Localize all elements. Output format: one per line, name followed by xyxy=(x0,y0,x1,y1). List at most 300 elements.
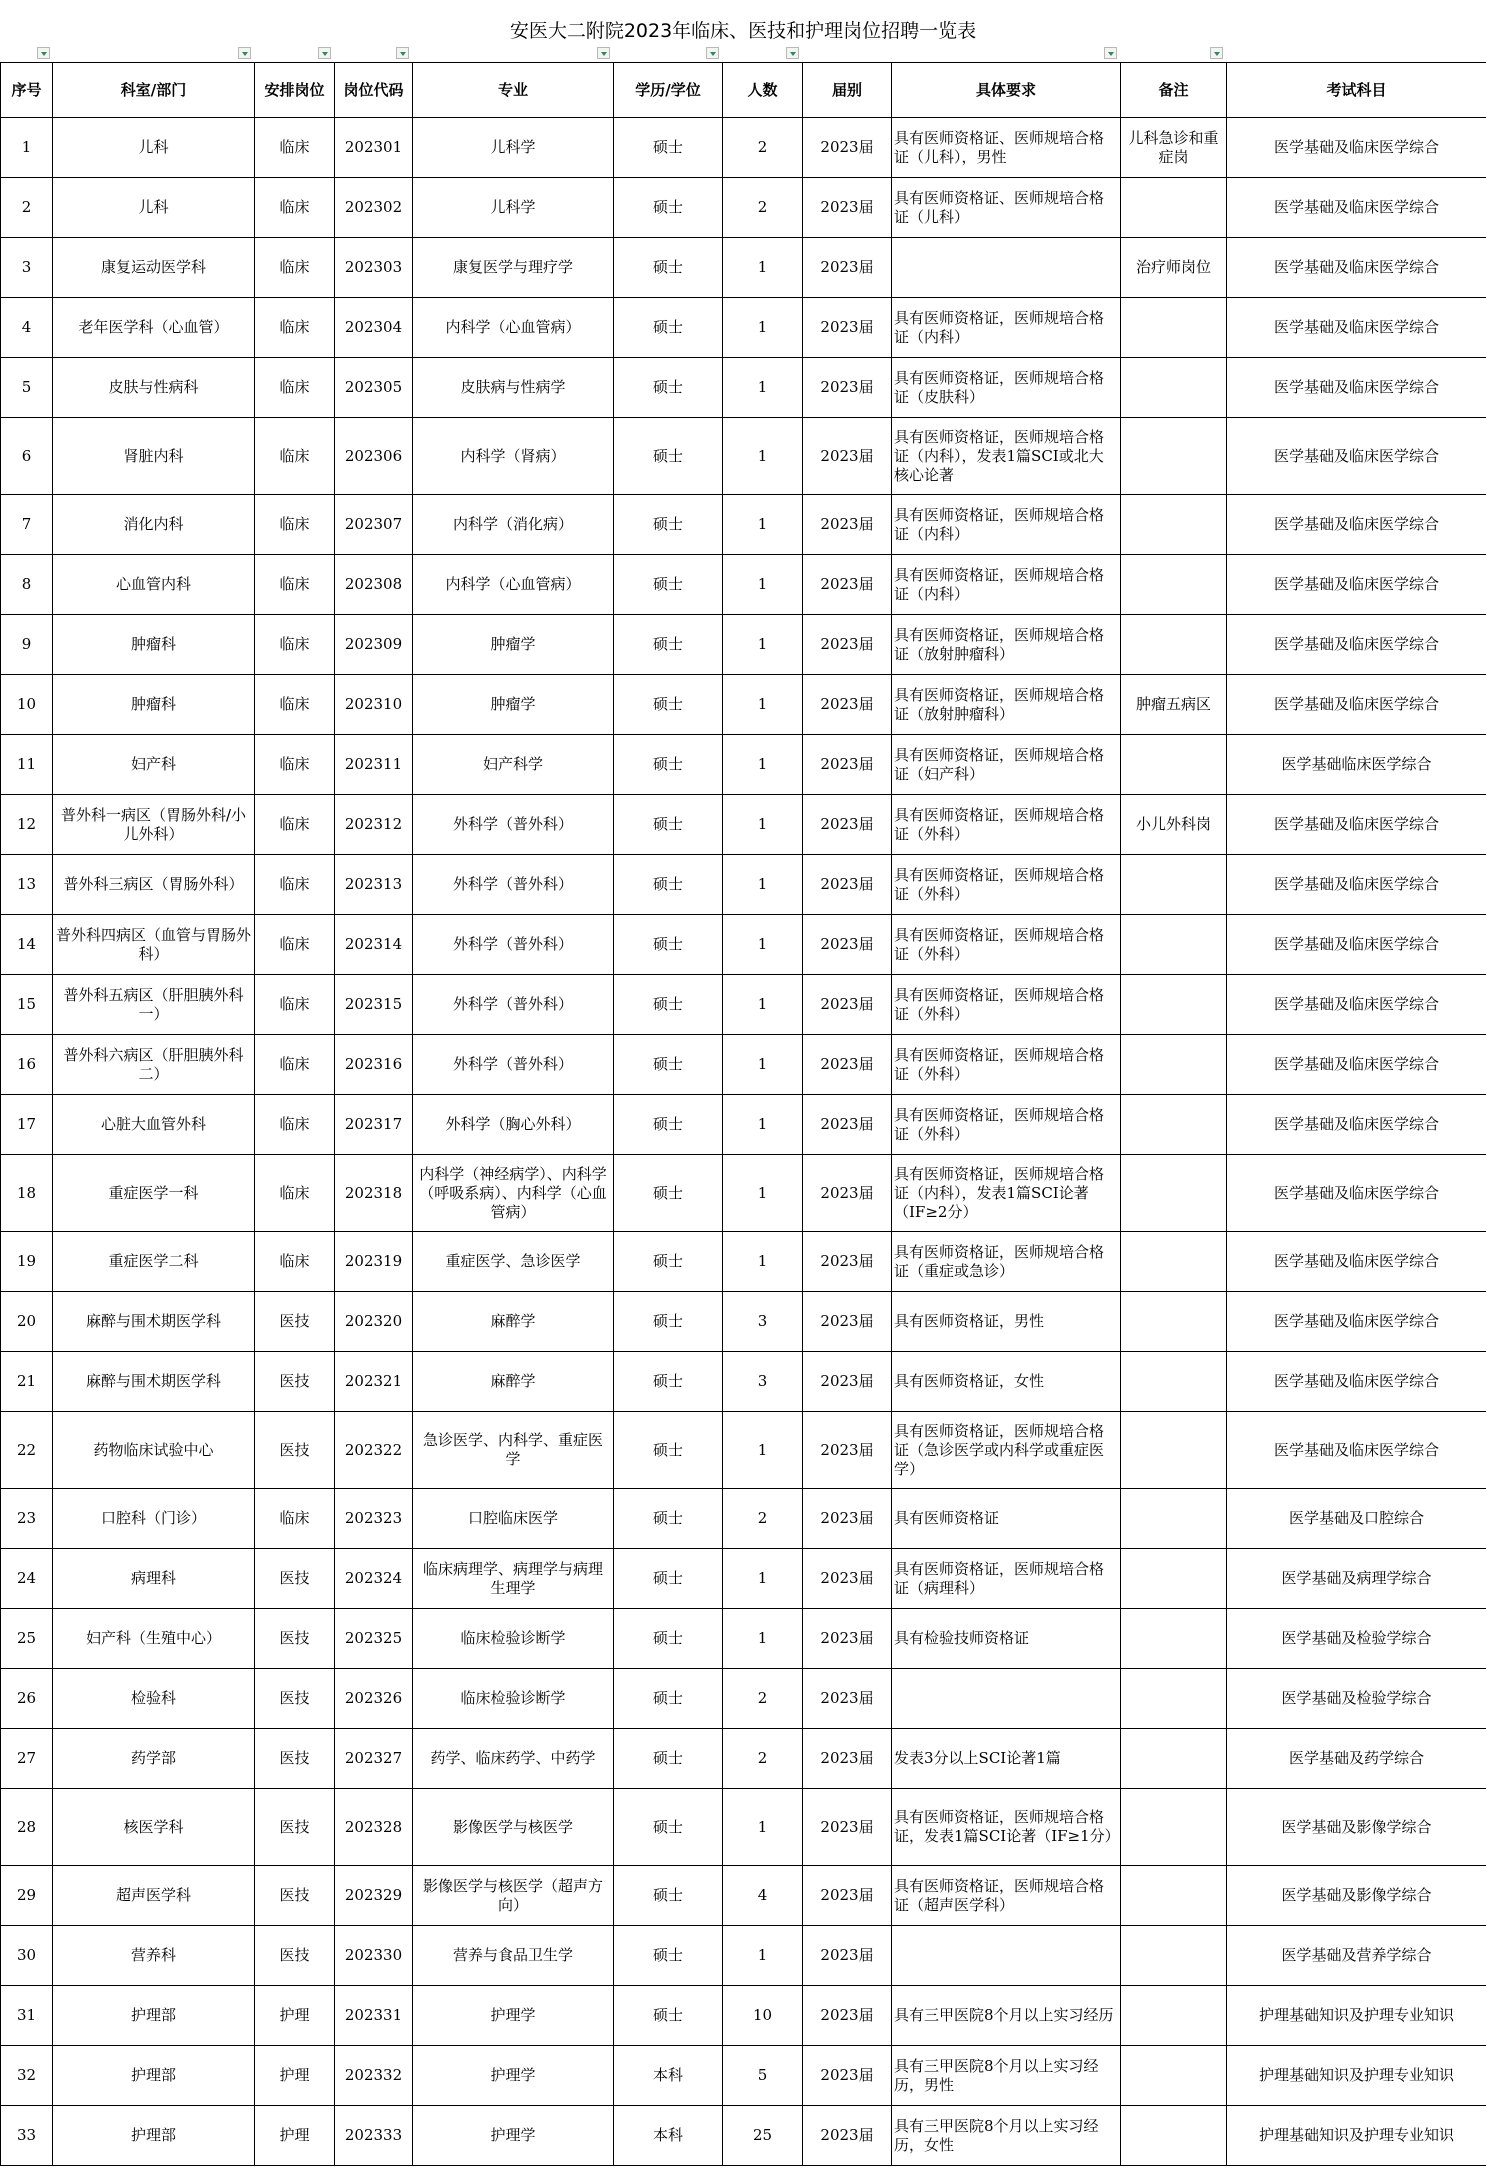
cell-requirements[interactable]: 具有医师资格证，医师规培合格证（外科） xyxy=(892,1095,1121,1155)
cell-year[interactable]: 2023届 xyxy=(803,1155,892,1232)
cell-dept[interactable]: 普外科三病区（胃肠外科） xyxy=(53,855,255,915)
cell-requirements[interactable]: 具有医师资格证，医师规培合格证（妇产科） xyxy=(892,735,1121,795)
cell-major[interactable]: 皮肤病与性病学 xyxy=(413,358,614,418)
cell-code[interactable]: 202321 xyxy=(335,1352,413,1412)
cell-code[interactable]: 202313 xyxy=(335,855,413,915)
cell-year[interactable]: 2023届 xyxy=(803,975,892,1035)
cell-major[interactable]: 内科学（神经病学）、内科学（呼吸系病）、内科学（心血管病） xyxy=(413,1155,614,1232)
cell-dept[interactable]: 护理部 xyxy=(53,2046,255,2106)
cell-exam[interactable]: 医学基础及检验学综合 xyxy=(1227,1609,1486,1669)
cell-exam[interactable]: 医学基础及临床医学综合 xyxy=(1227,418,1486,495)
cell-note[interactable] xyxy=(1121,1232,1227,1292)
cell-year[interactable]: 2023届 xyxy=(803,2106,892,2166)
cell-count[interactable]: 1 xyxy=(723,795,803,855)
cell-exam[interactable]: 医学基础及临床医学综合 xyxy=(1227,495,1486,555)
cell-education[interactable]: 硕士 xyxy=(614,1549,723,1609)
cell-code[interactable]: 202328 xyxy=(335,1789,413,1866)
cell-exam[interactable]: 医学基础及临床医学综合 xyxy=(1227,855,1486,915)
cell-code[interactable]: 202330 xyxy=(335,1926,413,1986)
header-exam[interactable]: 考试科目 xyxy=(1227,63,1486,118)
cell-count[interactable]: 1 xyxy=(723,1155,803,1232)
cell-exam[interactable]: 医学基础及临床医学综合 xyxy=(1227,1352,1486,1412)
cell-year[interactable]: 2023届 xyxy=(803,238,892,298)
cell-major[interactable]: 外科学（普外科） xyxy=(413,1035,614,1095)
cell-code[interactable]: 202309 xyxy=(335,615,413,675)
cell-education[interactable]: 硕士 xyxy=(614,975,723,1035)
cell-no[interactable]: 33 xyxy=(1,2106,53,2166)
cell-count[interactable]: 1 xyxy=(723,1412,803,1489)
cell-dept[interactable]: 护理部 xyxy=(53,2106,255,2166)
cell-exam[interactable]: 医学基础及临床医学综合 xyxy=(1227,795,1486,855)
cell-category[interactable]: 临床 xyxy=(255,1232,335,1292)
cell-no[interactable]: 3 xyxy=(1,238,53,298)
cell-major[interactable]: 麻醉学 xyxy=(413,1352,614,1412)
cell-count[interactable]: 1 xyxy=(723,975,803,1035)
cell-code[interactable]: 202314 xyxy=(335,915,413,975)
cell-category[interactable]: 医技 xyxy=(255,1789,335,1866)
cell-no[interactable]: 15 xyxy=(1,975,53,1035)
cell-year[interactable]: 2023届 xyxy=(803,1926,892,1986)
cell-no[interactable]: 25 xyxy=(1,1609,53,1669)
cell-requirements[interactable]: 具有医师资格证，医师规培合格证（外科） xyxy=(892,795,1121,855)
cell-code[interactable]: 202329 xyxy=(335,1866,413,1926)
cell-category[interactable]: 临床 xyxy=(255,795,335,855)
cell-requirements[interactable]: 具有医师资格证，医师规培合格证（内科） xyxy=(892,495,1121,555)
cell-requirements[interactable]: 具有医师资格证，医师规培合格证（放射肿瘤科） xyxy=(892,675,1121,735)
cell-major[interactable]: 护理学 xyxy=(413,1986,614,2046)
filter-dropdown-icon[interactable] xyxy=(1210,47,1223,59)
cell-dept[interactable]: 肿瘤科 xyxy=(53,615,255,675)
cell-exam[interactable]: 护理基础知识及护理专业知识 xyxy=(1227,2046,1486,2106)
cell-exam[interactable]: 医学基础及临床医学综合 xyxy=(1227,1412,1486,1489)
cell-dept[interactable]: 检验科 xyxy=(53,1669,255,1729)
cell-category[interactable]: 临床 xyxy=(255,178,335,238)
cell-education[interactable]: 硕士 xyxy=(614,1412,723,1489)
cell-major[interactable]: 口腔临床医学 xyxy=(413,1489,614,1549)
cell-year[interactable]: 2023届 xyxy=(803,1609,892,1669)
header-major[interactable]: 专业 xyxy=(413,63,614,118)
cell-requirements[interactable]: 发表3分以上SCI论著1篇 xyxy=(892,1729,1121,1789)
cell-major[interactable]: 内科学（心血管病） xyxy=(413,555,614,615)
cell-category[interactable]: 护理 xyxy=(255,2046,335,2106)
cell-year[interactable]: 2023届 xyxy=(803,1866,892,1926)
cell-major[interactable]: 儿科学 xyxy=(413,178,614,238)
cell-requirements[interactable]: 具有医师资格证，医师规培合格证（病理科） xyxy=(892,1549,1121,1609)
cell-major[interactable]: 内科学（肾病） xyxy=(413,418,614,495)
cell-category[interactable]: 医技 xyxy=(255,1669,335,1729)
cell-exam[interactable]: 医学基础及药学综合 xyxy=(1227,1729,1486,1789)
cell-year[interactable]: 2023届 xyxy=(803,2046,892,2106)
cell-no[interactable]: 4 xyxy=(1,298,53,358)
cell-education[interactable]: 本科 xyxy=(614,2046,723,2106)
cell-year[interactable]: 2023届 xyxy=(803,358,892,418)
cell-dept[interactable]: 普外科四病区（血管与胃肠外科） xyxy=(53,915,255,975)
cell-education[interactable]: 硕士 xyxy=(614,855,723,915)
cell-note[interactable] xyxy=(1121,975,1227,1035)
cell-dept[interactable]: 妇产科（生殖中心） xyxy=(53,1609,255,1669)
cell-note[interactable] xyxy=(1121,298,1227,358)
cell-exam[interactable]: 医学基础及病理学综合 xyxy=(1227,1549,1486,1609)
cell-code[interactable]: 202312 xyxy=(335,795,413,855)
cell-category[interactable]: 医技 xyxy=(255,1729,335,1789)
cell-education[interactable]: 硕士 xyxy=(614,675,723,735)
cell-requirements[interactable]: 具有三甲医院8个月以上实习经历，女性 xyxy=(892,2106,1121,2166)
cell-exam[interactable]: 护理基础知识及护理专业知识 xyxy=(1227,1986,1486,2046)
cell-category[interactable]: 临床 xyxy=(255,1035,335,1095)
cell-count[interactable]: 2 xyxy=(723,118,803,178)
cell-count[interactable]: 2 xyxy=(723,1489,803,1549)
cell-no[interactable]: 2 xyxy=(1,178,53,238)
cell-no[interactable]: 12 xyxy=(1,795,53,855)
cell-year[interactable]: 2023届 xyxy=(803,795,892,855)
cell-education[interactable]: 硕士 xyxy=(614,1729,723,1789)
cell-note[interactable] xyxy=(1121,1352,1227,1412)
cell-category[interactable]: 临床 xyxy=(255,118,335,178)
cell-major[interactable]: 影像医学与核医学 xyxy=(413,1789,614,1866)
cell-requirements[interactable] xyxy=(892,1669,1121,1729)
cell-no[interactable]: 17 xyxy=(1,1095,53,1155)
cell-education[interactable]: 硕士 xyxy=(614,118,723,178)
cell-major[interactable]: 外科学（普外科） xyxy=(413,975,614,1035)
cell-note[interactable] xyxy=(1121,1292,1227,1352)
cell-major[interactable]: 影像医学与核医学（超声方向） xyxy=(413,1866,614,1926)
cell-count[interactable]: 2 xyxy=(723,178,803,238)
cell-note[interactable] xyxy=(1121,1986,1227,2046)
cell-education[interactable]: 硕士 xyxy=(614,298,723,358)
cell-major[interactable]: 药学、临床药学、中药学 xyxy=(413,1729,614,1789)
cell-requirements[interactable]: 具有医师资格证，医师规培合格证（外科） xyxy=(892,855,1121,915)
header-code[interactable]: 岗位代码 xyxy=(335,63,413,118)
cell-category[interactable]: 医技 xyxy=(255,1609,335,1669)
cell-code[interactable]: 202305 xyxy=(335,358,413,418)
cell-count[interactable]: 2 xyxy=(723,1669,803,1729)
cell-count[interactable]: 1 xyxy=(723,298,803,358)
cell-count[interactable]: 1 xyxy=(723,495,803,555)
cell-note[interactable] xyxy=(1121,1095,1227,1155)
cell-code[interactable]: 202318 xyxy=(335,1155,413,1232)
cell-requirements[interactable]: 具有医师资格证，女性 xyxy=(892,1352,1121,1412)
cell-major[interactable]: 肿瘤学 xyxy=(413,675,614,735)
cell-education[interactable]: 硕士 xyxy=(614,1292,723,1352)
cell-requirements[interactable]: 具有医师资格证，医师规培合格证（放射肿瘤科） xyxy=(892,615,1121,675)
cell-category[interactable]: 医技 xyxy=(255,1412,335,1489)
cell-major[interactable]: 妇产科学 xyxy=(413,735,614,795)
cell-dept[interactable]: 肿瘤科 xyxy=(53,675,255,735)
cell-code[interactable]: 202332 xyxy=(335,2046,413,2106)
cell-exam[interactable]: 医学基础及临床医学综合 xyxy=(1227,118,1486,178)
cell-code[interactable]: 202323 xyxy=(335,1489,413,1549)
cell-note[interactable] xyxy=(1121,1155,1227,1232)
cell-exam[interactable]: 医学基础临床医学综合 xyxy=(1227,735,1486,795)
cell-requirements[interactable]: 具有医师资格证，医师规培合格证（内科），发表1篇SCI论著（IF≥2分） xyxy=(892,1155,1121,1232)
cell-exam[interactable]: 医学基础及影像学综合 xyxy=(1227,1789,1486,1866)
cell-no[interactable]: 30 xyxy=(1,1926,53,1986)
filter-dropdown-icon[interactable] xyxy=(706,47,719,59)
cell-education[interactable]: 硕士 xyxy=(614,1986,723,2046)
cell-count[interactable]: 1 xyxy=(723,555,803,615)
cell-education[interactable]: 硕士 xyxy=(614,1489,723,1549)
cell-education[interactable]: 硕士 xyxy=(614,418,723,495)
cell-requirements[interactable]: 具有医师资格证，医师规培合格证（超声医学科） xyxy=(892,1866,1121,1926)
cell-year[interactable]: 2023届 xyxy=(803,495,892,555)
cell-exam[interactable]: 医学基础及临床医学综合 xyxy=(1227,358,1486,418)
cell-category[interactable]: 医技 xyxy=(255,1352,335,1412)
cell-code[interactable]: 202306 xyxy=(335,418,413,495)
cell-code[interactable]: 202333 xyxy=(335,2106,413,2166)
cell-education[interactable]: 硕士 xyxy=(614,735,723,795)
cell-requirements[interactable]: 具有医师资格证、医师规培合格证（儿科），男性 xyxy=(892,118,1121,178)
cell-count[interactable]: 4 xyxy=(723,1866,803,1926)
cell-education[interactable]: 硕士 xyxy=(614,795,723,855)
cell-exam[interactable]: 医学基础及临床医学综合 xyxy=(1227,178,1486,238)
cell-code[interactable]: 202307 xyxy=(335,495,413,555)
cell-count[interactable]: 3 xyxy=(723,1352,803,1412)
cell-note[interactable] xyxy=(1121,1549,1227,1609)
cell-dept[interactable]: 老年医学科（心血管） xyxy=(53,298,255,358)
cell-code[interactable]: 202308 xyxy=(335,555,413,615)
cell-note[interactable] xyxy=(1121,915,1227,975)
cell-note[interactable] xyxy=(1121,2046,1227,2106)
cell-code[interactable]: 202326 xyxy=(335,1669,413,1729)
cell-exam[interactable]: 医学基础及影像学综合 xyxy=(1227,1866,1486,1926)
cell-category[interactable]: 护理 xyxy=(255,1986,335,2046)
header-no[interactable]: 序号 xyxy=(1,63,53,118)
header-dept[interactable]: 科室/部门 xyxy=(53,63,255,118)
cell-exam[interactable]: 医学基础及临床医学综合 xyxy=(1227,298,1486,358)
cell-no[interactable]: 11 xyxy=(1,735,53,795)
cell-requirements[interactable]: 具有检验技师资格证 xyxy=(892,1609,1121,1669)
cell-exam[interactable]: 医学基础及临床医学综合 xyxy=(1227,615,1486,675)
cell-year[interactable]: 2023届 xyxy=(803,1986,892,2046)
cell-education[interactable]: 硕士 xyxy=(614,1669,723,1729)
cell-category[interactable]: 护理 xyxy=(255,2106,335,2166)
filter-dropdown-icon[interactable] xyxy=(1104,47,1117,59)
cell-dept[interactable]: 康复运动医学科 xyxy=(53,238,255,298)
cell-dept[interactable]: 超声医学科 xyxy=(53,1866,255,1926)
cell-category[interactable]: 临床 xyxy=(255,358,335,418)
cell-dept[interactable]: 药物临床试验中心 xyxy=(53,1412,255,1489)
cell-dept[interactable]: 儿科 xyxy=(53,178,255,238)
cell-major[interactable]: 内科学（消化病） xyxy=(413,495,614,555)
cell-no[interactable]: 5 xyxy=(1,358,53,418)
cell-year[interactable]: 2023届 xyxy=(803,1232,892,1292)
cell-category[interactable]: 临床 xyxy=(255,298,335,358)
filter-dropdown-icon[interactable] xyxy=(318,47,331,59)
cell-education[interactable]: 硕士 xyxy=(614,1866,723,1926)
cell-dept[interactable]: 药学部 xyxy=(53,1729,255,1789)
filter-dropdown-icon[interactable] xyxy=(396,47,409,59)
cell-year[interactable]: 2023届 xyxy=(803,298,892,358)
cell-major[interactable]: 重症医学、急诊医学 xyxy=(413,1232,614,1292)
filter-dropdown-icon[interactable] xyxy=(597,47,610,59)
cell-category[interactable]: 临床 xyxy=(255,418,335,495)
cell-requirements[interactable]: 具有医师资格证，医师规培合格证（外科） xyxy=(892,915,1121,975)
cell-note[interactable] xyxy=(1121,1729,1227,1789)
cell-code[interactable]: 202331 xyxy=(335,1986,413,2046)
cell-dept[interactable]: 麻醉与围术期医学科 xyxy=(53,1352,255,1412)
cell-note[interactable] xyxy=(1121,555,1227,615)
cell-year[interactable]: 2023届 xyxy=(803,118,892,178)
cell-education[interactable]: 硕士 xyxy=(614,1789,723,1866)
cell-note[interactable] xyxy=(1121,178,1227,238)
cell-note[interactable] xyxy=(1121,1035,1227,1095)
cell-major[interactable]: 康复医学与理疗学 xyxy=(413,238,614,298)
cell-requirements[interactable]: 具有医师资格证，男性 xyxy=(892,1292,1121,1352)
cell-education[interactable]: 硕士 xyxy=(614,1155,723,1232)
cell-note[interactable] xyxy=(1121,1789,1227,1866)
cell-education[interactable]: 硕士 xyxy=(614,1095,723,1155)
cell-requirements[interactable]: 具有医师资格证，医师规培合格证，发表1篇SCI论著（IF≥1分） xyxy=(892,1789,1121,1866)
header-requirements[interactable]: 具体要求 xyxy=(892,63,1121,118)
cell-exam[interactable]: 医学基础及临床医学综合 xyxy=(1227,1035,1486,1095)
cell-code[interactable]: 202324 xyxy=(335,1549,413,1609)
cell-category[interactable]: 临床 xyxy=(255,975,335,1035)
cell-count[interactable]: 1 xyxy=(723,1035,803,1095)
cell-count[interactable]: 3 xyxy=(723,1292,803,1352)
cell-category[interactable]: 临床 xyxy=(255,675,335,735)
filter-dropdown-icon[interactable] xyxy=(37,47,50,59)
cell-major[interactable]: 护理学 xyxy=(413,2046,614,2106)
cell-education[interactable]: 硕士 xyxy=(614,1035,723,1095)
cell-year[interactable]: 2023届 xyxy=(803,675,892,735)
cell-note[interactable] xyxy=(1121,495,1227,555)
cell-no[interactable]: 23 xyxy=(1,1489,53,1549)
cell-count[interactable]: 1 xyxy=(723,418,803,495)
cell-year[interactable]: 2023届 xyxy=(803,1549,892,1609)
cell-requirements[interactable]: 具有医师资格证，医师规培合格证（内科） xyxy=(892,298,1121,358)
cell-dept[interactable]: 妇产科 xyxy=(53,735,255,795)
cell-note[interactable] xyxy=(1121,358,1227,418)
cell-requirements[interactable]: 具有医师资格证，医师规培合格证（重症或急诊） xyxy=(892,1232,1121,1292)
cell-requirements[interactable] xyxy=(892,1926,1121,1986)
cell-requirements[interactable]: 具有医师资格证，医师规培合格证（外科） xyxy=(892,1035,1121,1095)
cell-count[interactable]: 1 xyxy=(723,358,803,418)
cell-exam[interactable]: 医学基础及营养学综合 xyxy=(1227,1926,1486,1986)
cell-no[interactable]: 7 xyxy=(1,495,53,555)
header-note[interactable]: 备注 xyxy=(1121,63,1227,118)
cell-no[interactable]: 24 xyxy=(1,1549,53,1609)
cell-count[interactable]: 10 xyxy=(723,1986,803,2046)
cell-year[interactable]: 2023届 xyxy=(803,1035,892,1095)
cell-major[interactable]: 外科学（普外科） xyxy=(413,855,614,915)
cell-count[interactable]: 1 xyxy=(723,1789,803,1866)
cell-major[interactable]: 外科学（普外科） xyxy=(413,795,614,855)
cell-education[interactable]: 硕士 xyxy=(614,555,723,615)
cell-education[interactable]: 硕士 xyxy=(614,615,723,675)
cell-no[interactable]: 8 xyxy=(1,555,53,615)
filter-dropdown-icon[interactable] xyxy=(238,47,251,59)
cell-note[interactable] xyxy=(1121,1669,1227,1729)
cell-requirements[interactable] xyxy=(892,238,1121,298)
cell-no[interactable]: 19 xyxy=(1,1232,53,1292)
cell-code[interactable]: 202320 xyxy=(335,1292,413,1352)
cell-year[interactable]: 2023届 xyxy=(803,555,892,615)
cell-count[interactable]: 1 xyxy=(723,855,803,915)
cell-education[interactable]: 本科 xyxy=(614,2106,723,2166)
cell-exam[interactable]: 医学基础及临床医学综合 xyxy=(1227,238,1486,298)
cell-education[interactable]: 硕士 xyxy=(614,1926,723,1986)
cell-dept[interactable]: 肾脏内科 xyxy=(53,418,255,495)
cell-no[interactable]: 9 xyxy=(1,615,53,675)
cell-category[interactable]: 临床 xyxy=(255,1489,335,1549)
cell-major[interactable]: 内科学（心血管病） xyxy=(413,298,614,358)
cell-code[interactable]: 202304 xyxy=(335,298,413,358)
cell-code[interactable]: 202322 xyxy=(335,1412,413,1489)
cell-dept[interactable]: 普外科一病区（胃肠外科/小儿外科） xyxy=(53,795,255,855)
cell-year[interactable]: 2023届 xyxy=(803,615,892,675)
cell-no[interactable]: 6 xyxy=(1,418,53,495)
cell-note[interactable] xyxy=(1121,418,1227,495)
header-category[interactable]: 安排岗位 xyxy=(255,63,335,118)
cell-category[interactable]: 临床 xyxy=(255,915,335,975)
cell-note[interactable]: 儿科急诊和重症岗 xyxy=(1121,118,1227,178)
cell-count[interactable]: 2 xyxy=(723,1729,803,1789)
cell-count[interactable]: 1 xyxy=(723,735,803,795)
cell-year[interactable]: 2023届 xyxy=(803,1669,892,1729)
cell-dept[interactable]: 麻醉与围术期医学科 xyxy=(53,1292,255,1352)
cell-dept[interactable]: 口腔科（门诊） xyxy=(53,1489,255,1549)
cell-code[interactable]: 202302 xyxy=(335,178,413,238)
cell-education[interactable]: 硕士 xyxy=(614,178,723,238)
cell-requirements[interactable]: 具有三甲医院8个月以上实习经历，男性 xyxy=(892,2046,1121,2106)
cell-year[interactable]: 2023届 xyxy=(803,1352,892,1412)
cell-dept[interactable]: 营养科 xyxy=(53,1926,255,1986)
cell-year[interactable]: 2023届 xyxy=(803,1412,892,1489)
cell-major[interactable]: 急诊医学、内科学、重症医学 xyxy=(413,1412,614,1489)
cell-count[interactable]: 1 xyxy=(723,1095,803,1155)
cell-note[interactable] xyxy=(1121,855,1227,915)
cell-count[interactable]: 1 xyxy=(723,615,803,675)
cell-major[interactable]: 营养与食品卫生学 xyxy=(413,1926,614,1986)
cell-year[interactable]: 2023届 xyxy=(803,1292,892,1352)
cell-count[interactable]: 5 xyxy=(723,2046,803,2106)
cell-requirements[interactable]: 具有医师资格证，医师规培合格证（外科） xyxy=(892,975,1121,1035)
filter-dropdown-icon[interactable] xyxy=(786,47,799,59)
cell-category[interactable]: 临床 xyxy=(255,735,335,795)
cell-no[interactable]: 26 xyxy=(1,1669,53,1729)
cell-no[interactable]: 27 xyxy=(1,1729,53,1789)
cell-category[interactable]: 医技 xyxy=(255,1549,335,1609)
cell-category[interactable]: 临床 xyxy=(255,1155,335,1232)
header-education[interactable]: 学历/学位 xyxy=(614,63,723,118)
cell-major[interactable]: 临床检验诊断学 xyxy=(413,1609,614,1669)
cell-category[interactable]: 临床 xyxy=(255,855,335,915)
cell-category[interactable]: 临床 xyxy=(255,555,335,615)
cell-major[interactable]: 肿瘤学 xyxy=(413,615,614,675)
cell-count[interactable]: 1 xyxy=(723,1549,803,1609)
cell-major[interactable]: 外科学（普外科） xyxy=(413,915,614,975)
cell-exam[interactable]: 医学基础及口腔综合 xyxy=(1227,1489,1486,1549)
cell-year[interactable]: 2023届 xyxy=(803,1095,892,1155)
cell-major[interactable]: 麻醉学 xyxy=(413,1292,614,1352)
cell-requirements[interactable]: 具有医师资格证、医师规培合格证（儿科） xyxy=(892,178,1121,238)
cell-exam[interactable]: 医学基础及临床医学综合 xyxy=(1227,675,1486,735)
cell-category[interactable]: 临床 xyxy=(255,495,335,555)
cell-no[interactable]: 22 xyxy=(1,1412,53,1489)
cell-no[interactable]: 16 xyxy=(1,1035,53,1095)
cell-exam[interactable]: 医学基础及临床医学综合 xyxy=(1227,1095,1486,1155)
cell-count[interactable]: 25 xyxy=(723,2106,803,2166)
cell-note[interactable] xyxy=(1121,1609,1227,1669)
cell-count[interactable]: 1 xyxy=(723,1232,803,1292)
cell-exam[interactable]: 医学基础及临床医学综合 xyxy=(1227,555,1486,615)
cell-no[interactable]: 10 xyxy=(1,675,53,735)
cell-code[interactable]: 202319 xyxy=(335,1232,413,1292)
cell-count[interactable]: 1 xyxy=(723,915,803,975)
cell-dept[interactable]: 儿科 xyxy=(53,118,255,178)
cell-education[interactable]: 硕士 xyxy=(614,238,723,298)
cell-dept[interactable]: 普外科六病区（肝胆胰外科二） xyxy=(53,1035,255,1095)
